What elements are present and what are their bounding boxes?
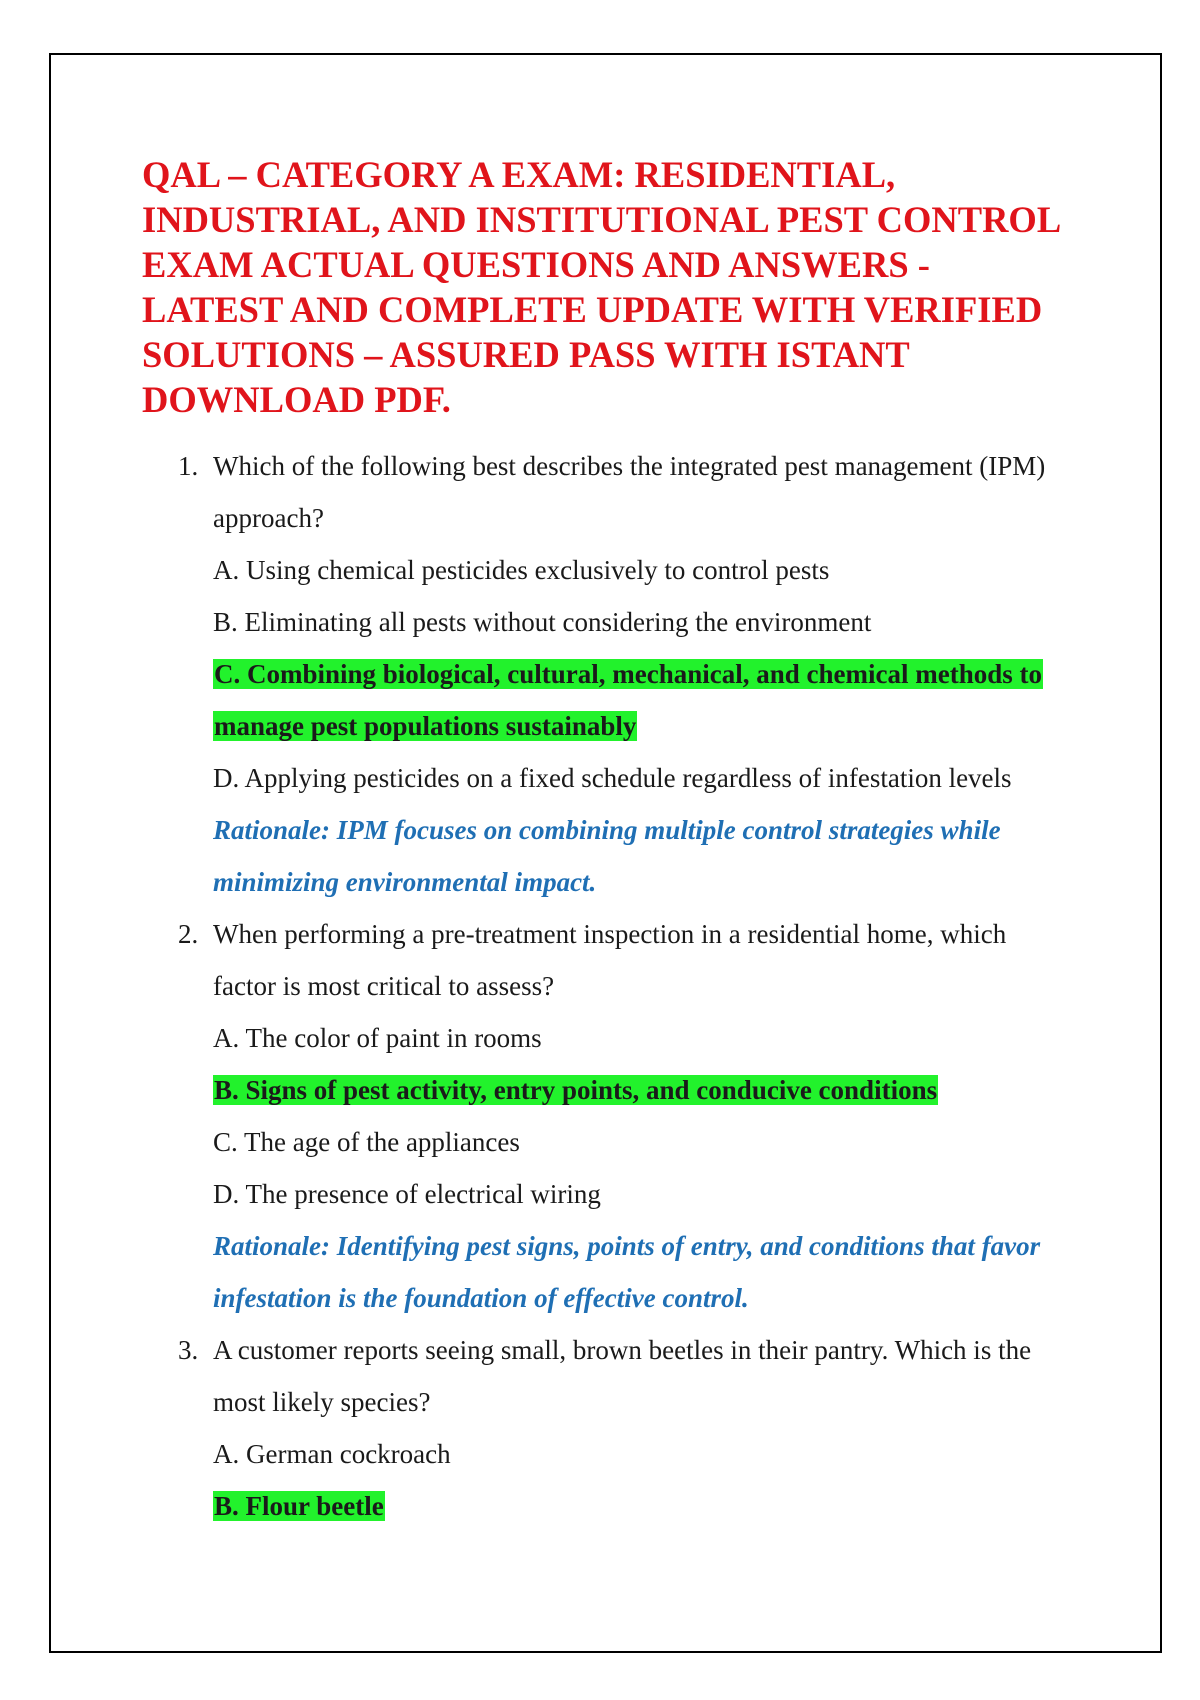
document-title: QAL – CATEGORY A EXAM: RESIDENTIAL, INDUSTRIAL, AND INSTITUTIONAL PEST CONTROL EXAM ACTUAL QUESTIONS AND ANSWERS - LATEST AND COMPLETE UPDATE WITH VERIFIED SOLUTIONS – ASSURED PASS WITH ISTANT DOWNLOAD PDF. [142, 154, 1060, 420]
question-number: 1. [178, 451, 199, 481]
question-3 [142, 1324, 1072, 1532]
option-a: A. The color of paint in rooms [213, 1023, 542, 1053]
option-a: A. Using chemical pesticides exclusively to control pests [213, 555, 830, 585]
option-d: D. The presence of electrical wiring [213, 1179, 601, 1209]
option-b: B. Eliminating all pests without considering the environment [213, 607, 872, 637]
question-text: A customer reports seeing small, brown beetles in their pantry. Which is the most likely species? [213, 1335, 1032, 1417]
correct-answer-option-b: B. Flour beetle [214, 1491, 384, 1521]
option-c: C. The age of the appliances [213, 1127, 520, 1157]
question-number: 2. [178, 919, 199, 949]
option-d: D. Applying pesticides on a fixed schedule regardless of infestation levels [213, 763, 1012, 793]
option-a: A. German cockroach [213, 1439, 451, 1469]
correct-answer-option-c: C. Combining biological, cultural, mechanical, and chemical methods to manage pest populations sustainably [214, 659, 1043, 741]
question-1 [142, 440, 1072, 908]
question-number: 3. [178, 1335, 199, 1365]
rationale-text: Rationale: IPM focuses on combining multiple control strategies while minimizing environmental impact. [213, 815, 1001, 897]
correct-answer-option-b: B. Signs of pest activity, entry points, and conducive conditions [214, 1075, 938, 1105]
question-list [142, 440, 1072, 1532]
rationale-text: Rationale: Identifying pest signs, points of entry, and conditions that favor infestation is the foundation of effective control. [213, 1231, 1041, 1313]
question-text: When performing a pre-treatment inspection in a residential home, which factor is most critical to assess? [213, 919, 1007, 1001]
question-text: Which of the following best describes the integrated pest management (IPM) approach? [213, 451, 1046, 533]
question-2 [142, 908, 1072, 1324]
